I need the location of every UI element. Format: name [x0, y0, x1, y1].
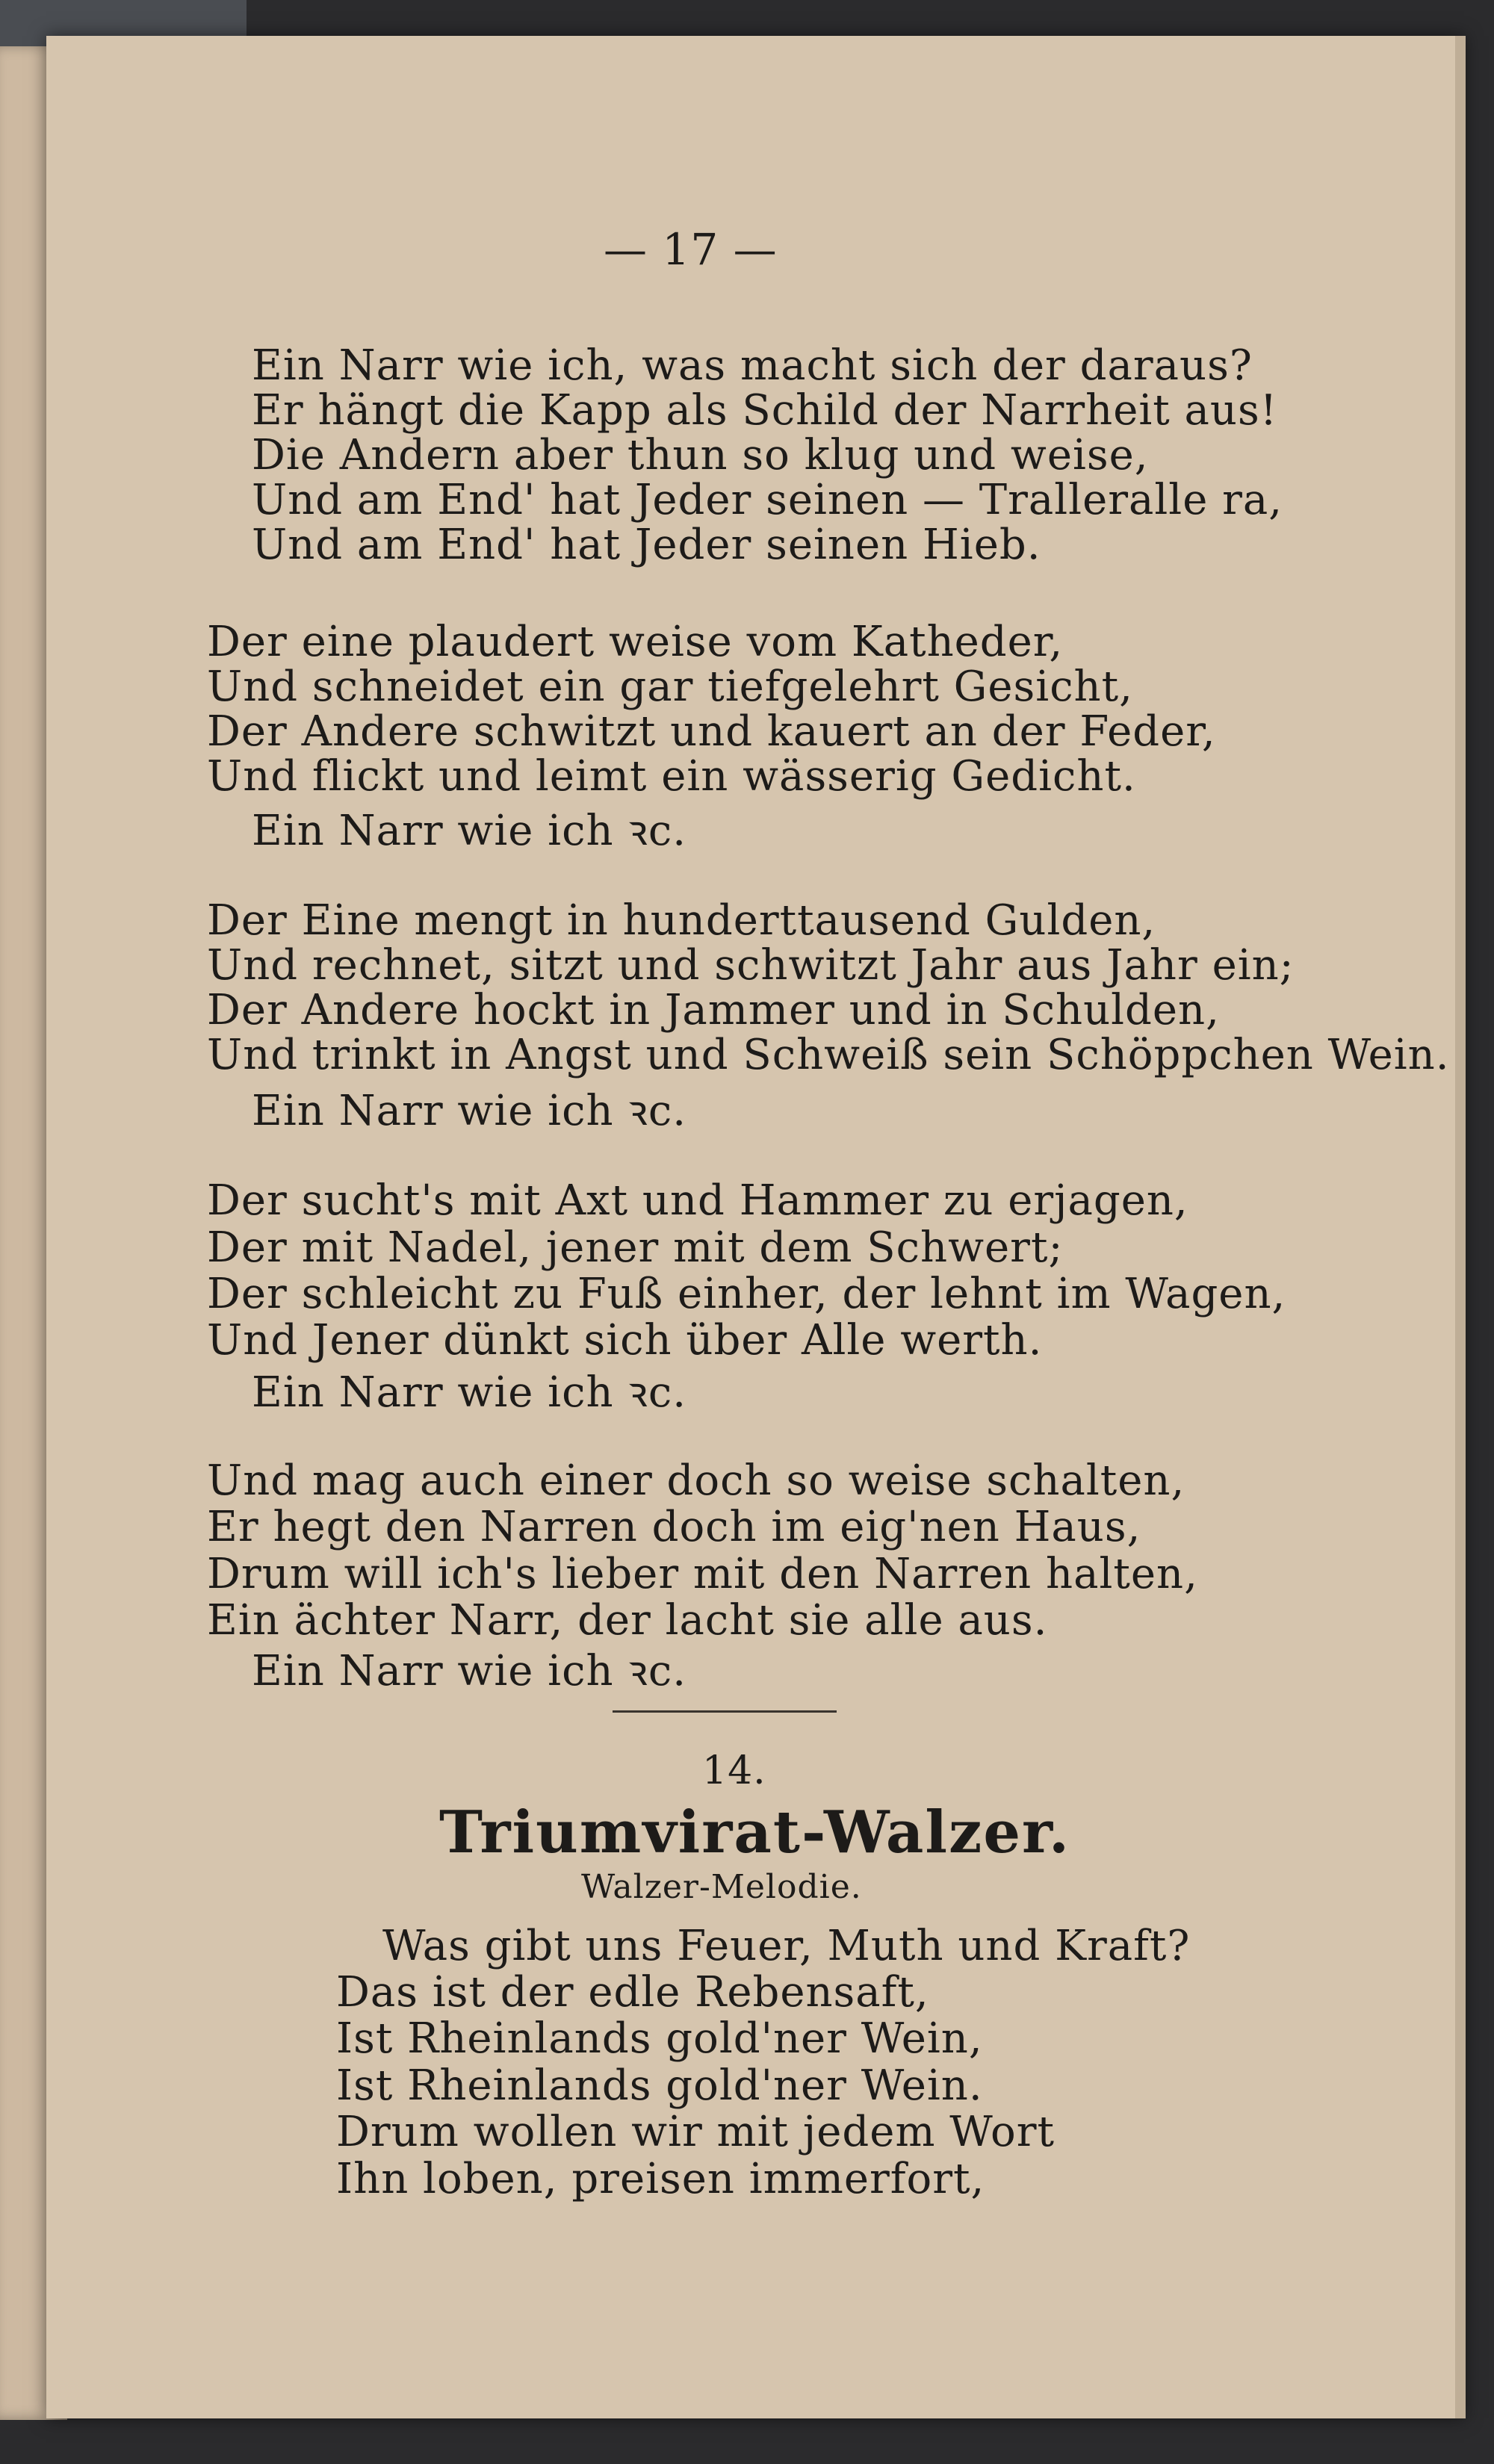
stanza-2-refrain: Ein Narr wie ich ꝛc. [252, 807, 687, 855]
stanza-1-line-2: Er hängt die Kapp als Schild der Narrheit aus! [252, 386, 1278, 435]
song-title: Triumvirat-Walzer. [439, 1799, 1071, 1866]
song-line-4: Ist Rheinlands gold'ner Wein. [336, 2061, 983, 2110]
stanza-3-line-1: Der Eine mengt in hunderttausend Gulden, [207, 896, 1156, 945]
stanza-5-refrain: Ein Narr wie ich ꝛc. [252, 1647, 687, 1695]
stanza-4-line-4: Und Jener dünkt sich über Alle werth. [207, 1316, 1043, 1365]
stanza-4-refrain: Ein Narr wie ich ꝛc. [252, 1368, 687, 1417]
stanza-5-line-4: Ein ächter Narr, der lacht sie alle aus. [207, 1596, 1048, 1645]
stanza-2-line-4: Und flickt und leimt ein wässerig Gedicht. [207, 752, 1136, 801]
song-line-1: Was gibt uns Feuer, Muth und Kraft? [382, 1922, 1191, 1970]
page-edge [1455, 36, 1466, 2418]
stanza-1-line-4: Und am End' hat Jeder seinen — Tralleralle ra, [252, 476, 1283, 524]
stanza-3-line-4: Und trinkt in Angst und Schweiß sein Schöppchen Wein. [207, 1031, 1450, 1079]
song-line-2: Das ist der edle Rebensaft, [336, 1968, 929, 2017]
stanza-2-line-2: Und schneidet ein gar tiefgelehrt Gesicht, [207, 662, 1133, 711]
stanza-5-line-2: Er hegt den Narren doch im eig'nen Haus, [207, 1503, 1141, 1551]
stanza-1-line-1: Ein Narr wie ich, was macht sich der daraus? [252, 341, 1253, 390]
page-number: — 17 — [604, 224, 778, 275]
stanza-3-line-2: Und rechnet, sitzt und schwitzt Jahr aus Jahr ein; [207, 941, 1295, 990]
stanza-3-refrain: Ein Narr wie ich ꝛc. [252, 1087, 687, 1135]
stanza-2-line-3: Der Andere schwitzt und kauert an der Feder, [207, 707, 1216, 756]
stanza-4-line-3: Der schleicht zu Fuß einher, der lehnt im Wagen, [207, 1270, 1286, 1318]
stanza-2-line-1: Der eine plaudert weise vom Katheder, [207, 618, 1064, 666]
song-line-6: Ihn loben, preisen immerfort, [336, 2155, 985, 2203]
stanza-1-line-5: Und am End' hat Jeder seinen Hieb. [252, 521, 1041, 569]
stanza-1-line-3: Die Andern aber thun so klug und weise, [252, 431, 1149, 480]
stanza-5-line-1: Und mag auch einer doch so weise schalten, [207, 1456, 1185, 1505]
stanza-5-line-3: Drum will ich's lieber mit den Narren halten, [207, 1550, 1198, 1598]
stanza-4-line-1: Der sucht's mit Axt und Hammer zu erjagen, [207, 1176, 1188, 1225]
song-line-5: Drum wollen wir mit jedem Wort [336, 2108, 1055, 2156]
section-divider [613, 1710, 837, 1713]
song-number: 14. [702, 1748, 766, 1793]
song-melody: Walzer-Melodie. [581, 1868, 862, 1906]
stanza-3-line-3: Der Andere hockt in Jammer und in Schulden, [207, 986, 1220, 1034]
stanza-4-line-2: Der mit Nadel, jener mit dem Schwert; [207, 1223, 1064, 1272]
song-line-3: Ist Rheinlands gold'ner Wein, [336, 2014, 983, 2063]
